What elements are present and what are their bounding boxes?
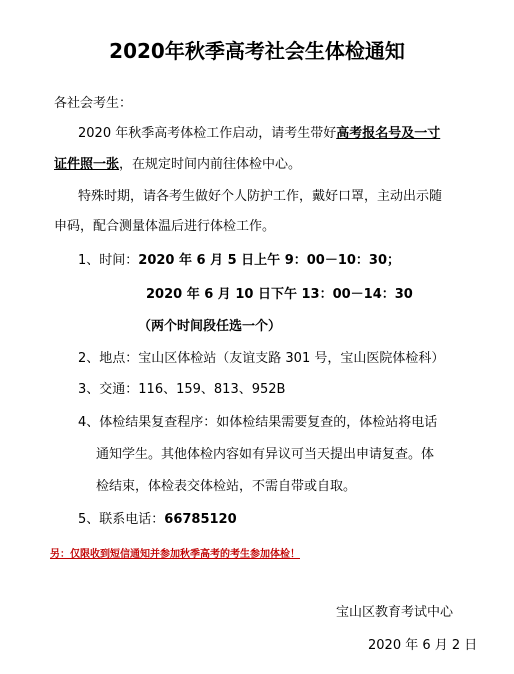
location-item: 2、地点：宝山区体检站（友谊支路 301 号，宝山医院体检科） [78,351,445,366]
recheck-item-line-1: 4、体检结果复查程序：如体检结果需要复查的，体检站将电话 [78,415,438,430]
recheck-item-line-3: 检结束，体检表交体检站，不需自带或自取。 [96,479,357,494]
time-item [78,252,400,270]
recheck-item-line-2: 通知学生。其他体检内容如有异议可当天提出申请复查。体 [96,447,435,462]
paragraph-1-text: 2020 年秋季高考体检工作启动，请考生带好 [78,126,337,141]
time-label: 1、时间： [78,253,139,268]
page-title: 2020年秋季高考社会生体检通知 [109,39,405,63]
issuer-organization: 宝山区教育考试中心 [336,605,454,620]
time-slot-2: 2020 年 6 月 10 日下午 13：00－14：30 [146,287,413,302]
paragraph-1-line-1 [78,125,440,143]
transport-item: 3、交通：116、159、813、952B [78,382,286,397]
paragraph-2-line-2: 申码，配合测量体温后进行体检工作。 [54,219,276,234]
contact-label: 5、联系电话： [78,512,165,527]
photo-requirement-highlight: 证件照一张 [54,157,120,172]
paragraph-2-line-1: 特殊时期，请各考生做好个人防护工作，戴好口罩，主动出示随 [78,189,443,204]
paragraph-1-text-end: ，在规定时间内前往体检中心。 [119,157,302,172]
greeting: 各社会考生： [54,96,133,111]
time-slot-1: 2020 年 6 月 5 日上午 9：00－10：30； [138,253,401,268]
eligibility-note: 另：仅限收到短信通知并参加秋季高考的考生参加体检！ [50,549,300,560]
required-items-highlight: 高考报名号及一寸 [336,126,441,141]
contact-item [78,511,237,529]
contact-phone: 66785120 [164,512,237,527]
time-choose-note: （两个时间段任选一个） [138,319,282,334]
paragraph-1-line-2 [54,156,301,174]
issue-date: 2020 年 6 月 2 日 [368,638,478,653]
